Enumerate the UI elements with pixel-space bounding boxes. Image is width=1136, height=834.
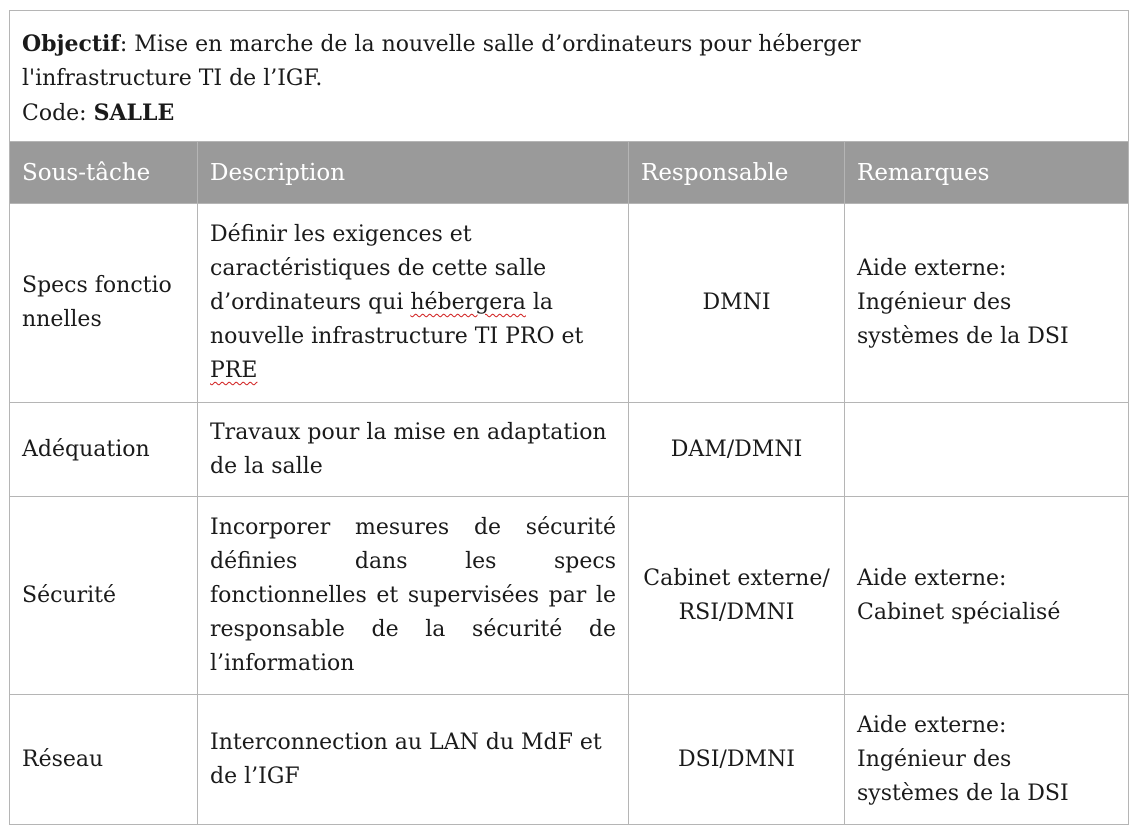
description-cell: Incorporer mesures de sécurité définies dans les specs fonctionnelles et supervisées par le responsable de la sécurité de l’information	[198, 497, 629, 695]
description-cell: Interconnection au LAN du MdF et de l’IGF	[198, 695, 629, 825]
table-row	[10, 695, 1129, 825]
owner-cell: DSI/DMNI	[629, 695, 845, 825]
subtask-cell: Réseau	[10, 695, 198, 825]
column-header-subtask: Sous-tâche	[10, 142, 198, 204]
remarks-line: Aide externe:	[857, 565, 1007, 591]
remarks-cell	[845, 204, 1129, 403]
owner-cell: DMNI	[629, 204, 845, 403]
task-table	[9, 10, 1129, 825]
description-text-continued: la nouvelle infrastructure TI PRO et	[210, 290, 584, 349]
objective-label: Objectif	[22, 31, 120, 57]
remarks-line: Ingénieur des systèmes de la DSI	[857, 746, 1069, 806]
remarks-line: Aide externe:	[857, 712, 1007, 738]
subtask-cell: Adéquation	[10, 403, 198, 497]
objective-row	[10, 11, 1129, 142]
description-cell: Travaux pour la mise en adaptation de la salle	[198, 403, 629, 497]
description-text: Définir les exigences et caractéristiques de cette salle d’ordinateurs qui	[210, 222, 547, 315]
table-row	[10, 204, 1129, 403]
subtask-cell: Specs fonctionnelles	[10, 204, 198, 403]
spellcheck-flagged-word: PRE	[210, 358, 258, 383]
owner-cell: DAM/DMNI	[629, 403, 845, 497]
objective-text: : Mise en marche de la nouvelle salle d’ordinateurs pour héberger	[119, 32, 861, 57]
subtask-cell: Sécurité	[10, 497, 198, 695]
remarks-line: Cabinet spécialisé	[857, 599, 1061, 625]
spellcheck-flagged-word: hébergera	[410, 290, 526, 315]
column-header-owner: Responsable	[629, 142, 845, 204]
description-cell	[198, 204, 629, 403]
owner-cell: Cabinet externe/RSI/DMNI	[629, 497, 845, 695]
objective-cell	[10, 11, 1129, 142]
remarks-line: Ingénieur des systèmes de la DSI	[857, 290, 1069, 349]
remarks-line: Aide externe:	[857, 256, 1007, 281]
code-label: Code:	[22, 101, 94, 126]
remarks-cell	[845, 497, 1129, 695]
table-header-row	[10, 142, 1129, 204]
code-value: SALLE	[93, 100, 175, 126]
table-row	[10, 403, 1129, 497]
column-header-description: Description	[198, 142, 629, 204]
column-header-remarks: Remarques	[845, 142, 1129, 204]
table-row	[10, 497, 1129, 695]
remarks-cell	[845, 695, 1129, 825]
objective-text-continued: l'infrastructure TI de l’IGF.	[22, 66, 323, 91]
remarks-cell	[845, 403, 1129, 497]
